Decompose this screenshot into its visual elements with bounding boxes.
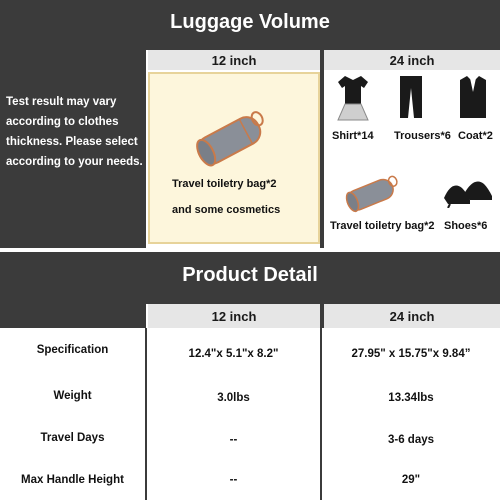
- product-header-12: 12 inch: [148, 304, 320, 328]
- note-line: according to clothes: [6, 116, 119, 128]
- spec-12: 12.4"x 5.1"x 8.2": [188, 348, 279, 360]
- coat-icon: [458, 74, 488, 120]
- shoes-icon: [440, 174, 496, 208]
- shoes-label: Shoes*6: [444, 220, 488, 232]
- spec-24: 27.95" x 15.75"x 9.84”: [351, 348, 471, 360]
- toiletry-bag-icon: [342, 168, 402, 216]
- luggage-volume-banner: [0, 0, 500, 44]
- note-line: Test result may vary: [6, 96, 117, 108]
- coat-label: Coat*2: [458, 130, 493, 142]
- shirt-icon: [336, 74, 370, 122]
- product-header-24: 24 inch: [324, 304, 500, 328]
- shirt-label: Shirt*14: [332, 130, 374, 142]
- trousers-icon: [398, 74, 424, 120]
- note-line: according to your needs.: [6, 156, 143, 168]
- trousers-label: Trousers*6: [394, 130, 451, 142]
- toiletry-bag-icon: [190, 100, 270, 172]
- product-header-spacer: [0, 298, 146, 328]
- luggage-volume-title: Luggage Volume: [170, 10, 330, 33]
- panel-12-inch: [148, 72, 320, 244]
- product-detail-banner: [0, 252, 500, 298]
- row-label-weight: Weight: [53, 390, 92, 402]
- bag24-label: Travel toiletry bag*2: [330, 220, 435, 232]
- handle-12: --: [229, 474, 238, 486]
- days-12: --: [229, 434, 238, 446]
- row-label-max-handle-height: Max Handle Height: [21, 474, 124, 486]
- luggage-header-24: 24 inch: [324, 50, 500, 70]
- note-line: thickness. Please select: [6, 136, 138, 148]
- bag12-label-1: Travel toiletry bag*2: [172, 178, 277, 190]
- luggage-note: [6, 92, 146, 172]
- panel-24-inch: [324, 72, 500, 244]
- weight-24: 13.34lbs: [388, 392, 434, 404]
- bag12-label-2: and some cosmetics: [172, 204, 281, 216]
- row-label-travel-days: Travel Days: [40, 432, 105, 444]
- handle-24: 29": [401, 474, 421, 486]
- luggage-header-12: 12 inch: [148, 50, 320, 70]
- row-label-specification: Specification: [36, 344, 109, 356]
- product-detail-title: Product Detail: [182, 263, 318, 286]
- weight-12: 3.0lbs: [217, 392, 250, 404]
- days-24: 3-6 days: [387, 434, 435, 446]
